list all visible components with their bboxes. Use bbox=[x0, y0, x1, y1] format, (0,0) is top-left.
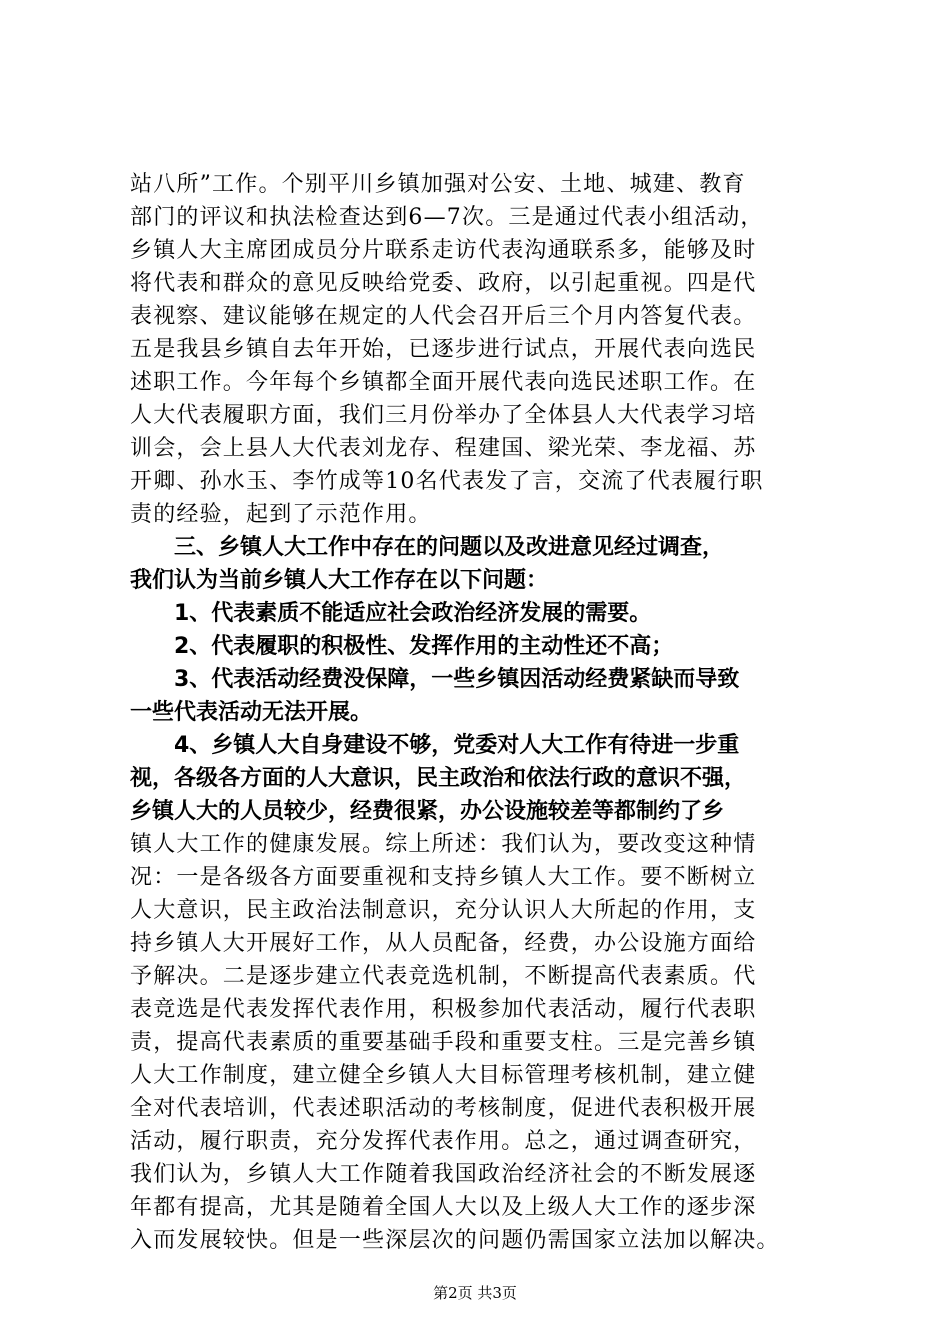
page-number-footer: 第2页 共3页 bbox=[433, 1284, 517, 1302]
section-heading-continued: 我们认为当前乡镇人大工作存在以下问题： bbox=[130, 568, 549, 593]
text-line: 入而发展较快。但是一些深层次的问题仍需国家立法加以解决。 bbox=[130, 1228, 780, 1253]
text-line: 人大代表履职方面，我们三月份举办了全体县人大代表学习培 bbox=[130, 403, 757, 428]
list-item: 4、乡镇人大自身建设不够，党委对人大工作有待进一步重 bbox=[174, 733, 740, 758]
text-line: 部门的评议和执法检查达到6—7次。三是通过代表小组活动， bbox=[130, 205, 764, 230]
list-item: 3、代表活动经费没保障，一些乡镇因活动经费紧缺而导致 bbox=[174, 667, 740, 692]
text-line: 活动，履行职责，充分发挥代表作用。总之，通过调查研究， bbox=[130, 1129, 757, 1154]
list-item: 1、代表素质不能适应社会政治经济发展的需要。 bbox=[174, 601, 652, 626]
text-line: 人大意识，民主政治法制意识，充分认识人大所起的作用，支 bbox=[130, 898, 757, 923]
section-heading: 三、乡镇人大工作中存在的问题以及改进意见经过调查， bbox=[174, 535, 725, 560]
list-item-continued: 乡镇人大的人员较少，经费很紧，办公设施较差等都制约了乡 bbox=[130, 799, 725, 824]
text-line: 予解决。二是逐步建立代表竞选机制，不断提高代表素质。代 bbox=[130, 964, 757, 989]
text-line: 责的经验，起到了示范作用。 bbox=[130, 502, 432, 527]
list-item: 2、代表履职的积极性、发挥作用的主动性还不高； bbox=[174, 634, 674, 659]
list-item-continued: 一些代表活动无法开展。 bbox=[130, 700, 373, 725]
text-line: 持乡镇人大开展好工作，从人员配备，经费，办公设施方面给 bbox=[130, 931, 757, 956]
text-line: 五是我县乡镇自去年开始，已逐步进行试点，开展代表向选民 bbox=[130, 337, 757, 362]
text-line: 训会，会上县人大代表刘龙存、程建国、梁光荣、李龙福、苏 bbox=[130, 436, 757, 461]
text-line: 开卿、孙水玉、李竹成等10名代表发了言，交流了代表履行职 bbox=[130, 469, 764, 494]
text-line: 镇人大工作的健康发展。综上所述：我们认为，要改变这种情 bbox=[130, 832, 757, 857]
text-line: 述职工作。今年每个乡镇都全面开展代表向选民述职工作。在 bbox=[130, 370, 757, 395]
list-item-continued: 视，各级各方面的人大意识，民主政治和依法行政的意识不强， bbox=[130, 766, 747, 791]
text-line: 将代表和群众的意见反映给党委、政府，以引起重视。四是代 bbox=[130, 271, 757, 296]
text-line: 我们认为，乡镇人大工作随着我国政治经济社会的不断发展逐 bbox=[130, 1162, 757, 1187]
text-line: 站八所”工作。个别平川乡镇加强对公安、土地、城建、教育 bbox=[130, 172, 746, 197]
text-line: 全对代表培训，代表述职活动的考核制度，促进代表积极开展 bbox=[130, 1096, 757, 1121]
text-line: 责，提高代表素质的重要基础手段和重要支柱。三是完善乡镇 bbox=[130, 1030, 757, 1055]
text-line: 表竞选是代表发挥代表作用，积极参加代表活动，履行代表职 bbox=[130, 997, 757, 1022]
text-line: 年都有提高，尤其是随着全国人大以及上级人大工作的逐步深 bbox=[130, 1195, 757, 1220]
text-line: 况：一是各级各方面要重视和支持乡镇人大工作。要不断树立 bbox=[130, 865, 757, 890]
text-line: 人大工作制度，建立健全乡镇人大目标管理考核机制，建立健 bbox=[130, 1063, 757, 1088]
text-line: 乡镇人大主席团成员分片联系走访代表沟通联系多，能够及时 bbox=[130, 238, 757, 263]
text-line: 表视察、建议能够在规定的人代会召开后三个月内答复代表。 bbox=[130, 304, 757, 329]
body-text bbox=[130, 168, 830, 1257]
